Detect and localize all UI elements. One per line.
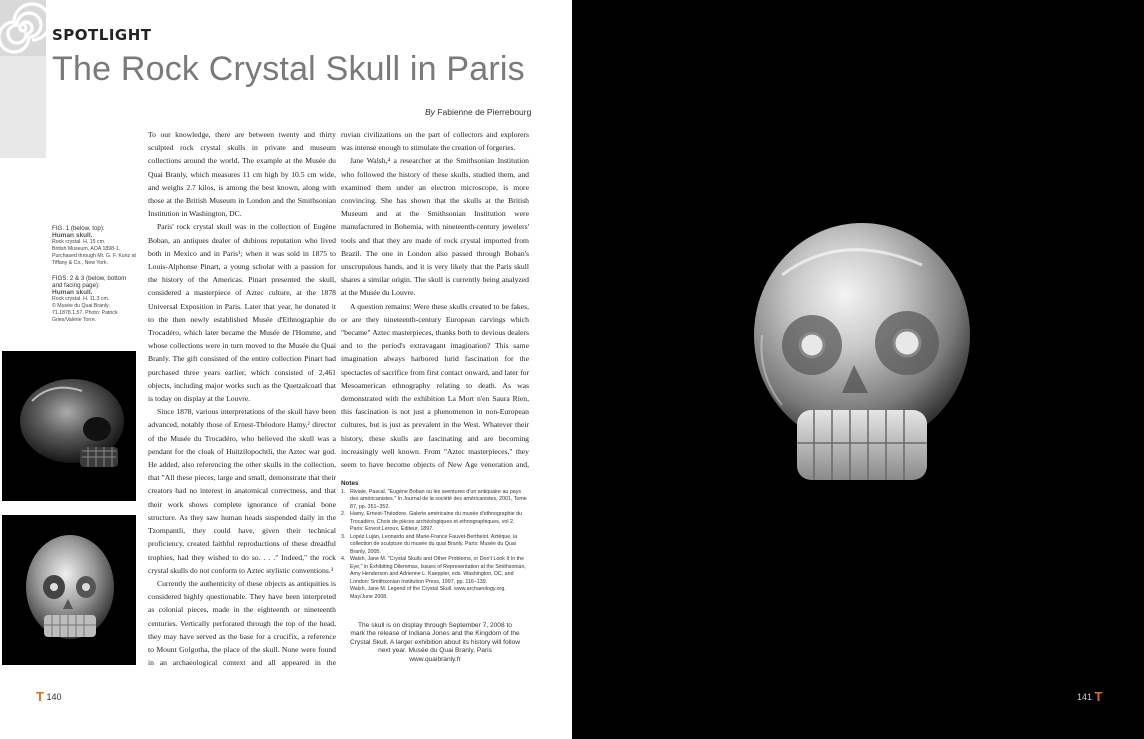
display-line: Crystal Skull. A larger exhibition about its history will follow xyxy=(349,638,521,646)
fig1-line: British Museum, AOA 1898-1. xyxy=(52,246,121,252)
display-line: mark the release of Indiana Jones and the Kingdom of the xyxy=(350,630,520,638)
crystal-skull-photo xyxy=(742,215,982,505)
paragraph: Currently the authenticity of these objects as antiquities is considered highly questionable. They have been interpreted as colonial pieces, made in the eighteenth or nineteenth centuries. Vertically perforated through the top of the head, they may have served as the base for a crucifix, a reference to Mount Golgotha, the place of the skull. None were found in an archaeological context and all appeared in the xyxy=(148,578,336,668)
note-number: 1. xyxy=(341,488,346,495)
paragraph: Paris' rock crystal skull was in the collection of Eugène Boban, an antiques dealer of dubious reputation who lived both in Mexico and in Paris¹; when it was sold in 1875 to Louis-Alphonse Pinart, a young scholar with a passion for the history of the Americas. Pinart presented the skull, considered a masterpiece of Aztec culture, at the 1878 Universal Exposition in Paris. Later that year, he donated it to the then newly established Musée d'Ethnographie du Trocadéro, which later became the Musée de l'Homme, and whose collections were in turn moved to the Musée du Quai Branly. The gift consisted of the entire collection Pinart had purchased three years earlier, which consisted of 2,461 objects, including major works such as the Quetzalcoatl that is today on display at the Louvre. xyxy=(148,222,336,404)
paragraph: To our knowledge, there are between twenty and thirty sculpted rock crystal skulls in private and museum collections around the world. The example at the Musée du Quai Branly, which measures 11 cm high by 10.5 cm wide, and weighs 2.7 kilos, is among the best known, along with those at the British Museum in London and the Smithsonian Institution in Washington, DC. xyxy=(148,130,336,219)
notes-list xyxy=(341,489,529,602)
fig23-label: FIGS. 2 & 3 (below, bottom xyxy=(52,275,127,282)
paragraph: A question remains: Were these skulls created to be fakes, or are they nineteenth-century European carvings which "became" Aztec masterpieces, thanks both to devious dealers and to the period's extravagant imagination? This same imagination always harbored lurid fascination for the spectacles of sacrifice from first contact onward, and later for Mesoamerican ethnography relating to death. As was demonstrated with the exhibition La Mort n'en Saura Rien, this fascination is not just a phenomenon in non-European cultures, but is just as prevalent in the West. Whatever their history, these skulls are fascinating and are becoming increasingly well known. From "Aztec masterpieces," they seem to have become objects of New Age veneration and, xyxy=(341,301,529,470)
fig23-line: 71.1878.1.57. Photo: Patrick xyxy=(52,310,118,316)
notes-title: Notes xyxy=(341,480,359,487)
figure-captions xyxy=(52,225,142,324)
note-item xyxy=(341,489,529,512)
note-number: 4. xyxy=(341,556,346,562)
note-text: Riviale, Pascal. "Eugène Boban ou les aventures d'un antiquaire au pays des américanistes." In Journal de la société des américanistes, 2001, Tome 87, pp. 351–352. xyxy=(350,488,527,510)
fig1-line: Tiffany & Co., New York. xyxy=(52,260,108,266)
skull-three-quarter-icon xyxy=(2,515,136,665)
fig1-line: Rock crystal. H. 15 cm. xyxy=(52,239,106,245)
folio-number: 141 xyxy=(1077,692,1093,702)
notes-section xyxy=(341,480,529,601)
note-item xyxy=(341,511,529,534)
display-line: next year. Musée du Quai Branly, Paris xyxy=(378,647,492,655)
t-mark-icon: T xyxy=(1094,689,1103,704)
note-text: Walsh, Jane M. Legend of the Crystal Skull. www.archaeology.org. May/June 2008. xyxy=(350,586,506,600)
display-line: The skull is on display through September 7, 2008 to xyxy=(358,622,512,629)
note-text: Walsh, Jane M. "Crystal Skulls and Other Problems, or Don't Look It In the Eye," in Exhibiting Dilemmas, Issues of Representation at the Smithsonian, Amy Henderson and Adrienne L. Kaeppler, eds. Washington, DC, and London: Smithsonian Institution Press, 1997, pp. 116–139. xyxy=(350,556,526,585)
note-number: 2. xyxy=(341,511,346,517)
right-page xyxy=(572,0,1144,739)
fig23-label: and facing page): xyxy=(52,282,100,289)
paragraph: ruvian civilizations on the part of collectors and explorers was intense enough to stimulate the creation of forgeries. xyxy=(341,130,529,153)
note-item xyxy=(341,556,529,586)
article-title: The Rock Crystal Skull in Paris xyxy=(52,50,525,88)
photo-skull-british-museum xyxy=(2,351,136,501)
note-text: Hamy, Ernest-Théodore. Galerie américaine du musée d'ethnographie du Trocadéro, Choix de pièces archéologiques et ethnographiques, vol 2. Paris: Ernest Leroux, Editeur, 1897. xyxy=(350,511,522,532)
paragraph: Since 1878, various interpretations of the skull have been advanced, notably those of Ernest-Théodore Hamy,² director of the Musée du Trocadéro, who believed the skull was a pendant for the cloak of Huitzilopochtli, the Aztec war god. He added, also referencing the other skulls in the collection, that "All these pieces, large and small, demonstrate that their creators had no interest in anatomical correctness, and that their work shows complete ignorance of cranial bone structure. As they saw human heads suspended daily in the Tzompantli, they could have, given their technical proficiency, created faithful reproductions of these dreadful trophies, had they wished to do so. . . ." Indeed," the rock crystal skulls do not conform to Aztec stylistic conventions.³ xyxy=(148,407,336,575)
page-number-right xyxy=(1077,689,1103,704)
fig23-line: Rock crystal. H. 11.3 cm. xyxy=(52,296,110,302)
note-text: Lopéz Luján, Leonardo and Marie-France Fauvet-Berthelot. Aztèque, la collection de sculpture du musée du quai Branly. Paris: Musée du Quai Branly, 2005. xyxy=(350,533,518,555)
fig1-subject: Human skull. xyxy=(52,232,93,239)
page-number-left xyxy=(36,689,62,704)
body-column-1 xyxy=(148,128,336,673)
fig1-label: FIG. 1 (below, top): xyxy=(52,225,105,232)
fig1-line: Purchased through Mr. G. F. Kunz at xyxy=(52,253,136,259)
photo-skull-quai-branly-small xyxy=(2,515,136,665)
skull-side-view-icon xyxy=(2,351,136,501)
byline xyxy=(425,107,531,117)
display-notice xyxy=(341,622,529,664)
fig23-line: © Musée du Quai Branly, xyxy=(52,303,110,309)
note-item xyxy=(341,586,529,601)
byline-author: Fabienne de Pierrebourg xyxy=(437,107,532,117)
byline-by: By xyxy=(425,107,435,117)
fig23-line: Gries/Valérie Torre. xyxy=(52,317,97,323)
fig23-subject: Human skull. xyxy=(52,289,93,296)
note-number: 3. xyxy=(341,533,346,540)
t-mark-icon: T xyxy=(36,689,44,704)
body-column-2 xyxy=(341,128,529,473)
section-kicker: SPOTLIGHT xyxy=(52,26,152,44)
paragraph: Jane Walsh,⁴ a researcher at the Smithsonian Institution who followed the history of these skulls, studied them, and examined them under an electron microscope, is more convincing. She has shown that the skulls at the British Museum and at the Smithsonian Institution were manufactured in Bohemia, with nineteenth-century jewelers' tools and that they are made of rock crystal imported from Brazil. The one in London also passed through Boban's unscrupulous hands, and it is very likely that the Paris skull shares a similar origin. The skull is currently being analyzed at the Musée du Louvre. xyxy=(341,156,529,298)
spiral-logo-icon xyxy=(0,0,46,56)
folio-number: 140 xyxy=(46,692,62,702)
note-item xyxy=(341,534,529,557)
display-url: www.quaibranly.fr xyxy=(409,655,461,663)
